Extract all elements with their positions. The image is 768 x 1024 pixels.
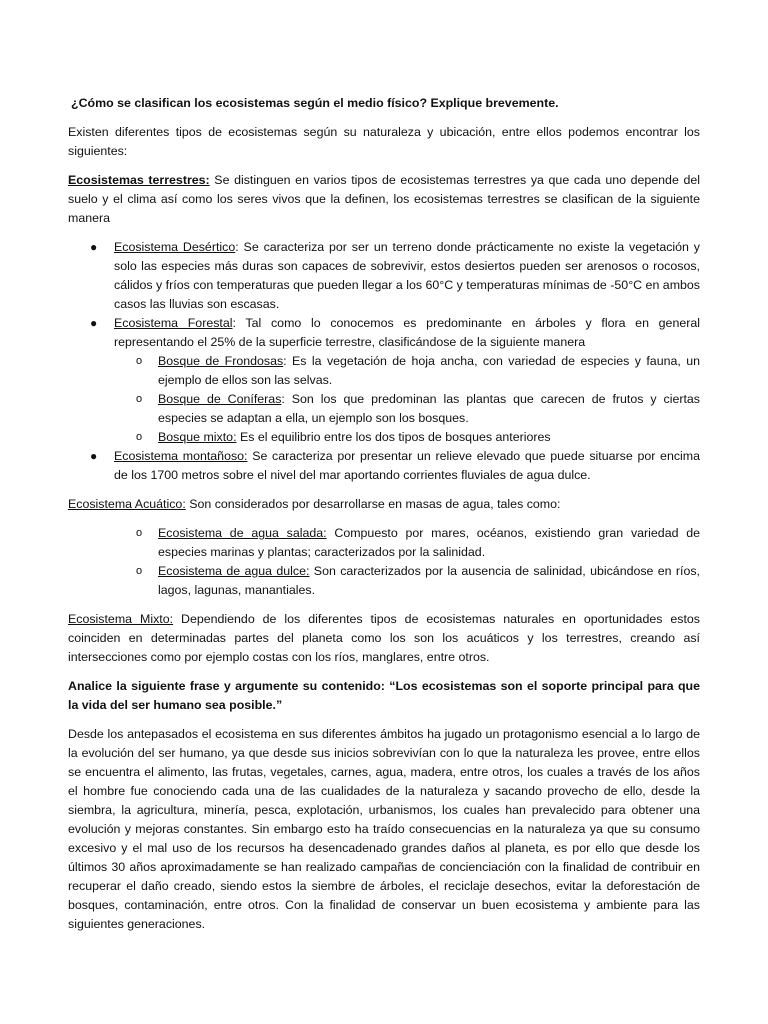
subitem-label: Bosque de Frondosas: [158, 354, 284, 368]
subitem-label: Bosque mixto:: [158, 430, 237, 444]
item-label: Ecosistema de agua dulce:: [158, 564, 310, 578]
acuatico-list: [68, 524, 700, 600]
circle-bullet-icon: o: [136, 431, 143, 443]
intro-paragraph: Existen diferentes tipos de ecosistemas según su naturaleza y ubicación, entre ellos podemos encontrar los siguientes:: [68, 125, 700, 158]
subitem-text: : Son los que predominan las plantas que carecen de frutos y ciertas especies se adaptan a ella, un ejemplo son los bosques.: [158, 392, 700, 425]
bullet-icon: ●: [90, 316, 98, 330]
bullet-icon: ●: [90, 240, 98, 254]
sublist-item-coniferas: [68, 390, 700, 428]
item-text: : Tal como lo conocemos es predominante en árboles y flora en general representando el 25% de la superficie terrestre, clasificándose de la siguiente manera: [114, 316, 700, 349]
circle-bullet-icon: o: [136, 393, 143, 405]
acuatico-title: Ecosistema Acuático:: [68, 497, 186, 511]
list-item-desertico: [68, 238, 700, 314]
list-item-agua-dulce: [68, 562, 700, 600]
list-item-montanoso: [68, 447, 700, 485]
circle-bullet-icon: o: [136, 565, 143, 577]
circle-bullet-icon: o: [136, 355, 143, 367]
question-1: ¿Cómo se clasifican los ecosistemas según el medio físico? Explique brevemente.: [71, 96, 559, 110]
terrestres-paragraph: [68, 171, 700, 228]
item-label: Ecosistema Forestal: [114, 316, 233, 330]
bullet-icon: ●: [90, 449, 98, 463]
mixto-text: Dependiendo de los diferentes tipos de ecosistemas naturales en oportunidades estos coinciden en determinadas partes del planeta como los son los acuáticos y los terrestres, creando así intersecciones como por ejemplo costas con los ríos, manglares, entre otros.: [68, 612, 700, 664]
item-label: Ecosistema Desértico: [114, 240, 236, 254]
item-label: Ecosistema de agua salada:: [158, 526, 327, 540]
item-text: Son caracterizados por la ausencia de salinidad, ubicándose en ríos, lagos, lagunas, manantiales.: [158, 564, 701, 597]
sublist-item-mixto: [68, 428, 700, 447]
subitem-label: Bosque de Coníferas: [158, 392, 282, 406]
subitem-text: : Es la vegetación de hoja ancha, con variedad de especies y fauna, un ejemplo de ellos son las selvas.: [158, 354, 700, 387]
forestal-sublist: [114, 352, 700, 447]
list-item-agua-salada: [68, 524, 700, 562]
mixto-title: Ecosistema Mixto:: [68, 612, 174, 626]
subitem-text: Es el equilibrio entre los dos tipos de bosques anteriores: [236, 430, 551, 444]
question-2: Analice la siguiente frase y argumente su contenido: “Los ecosistemas son el soporte principal para que la vida del ser humano sea posible.”: [68, 679, 700, 712]
terrestres-title: Ecosistemas terrestres:: [68, 173, 210, 187]
sublist-item-frondosas: [68, 352, 700, 390]
item-text: Se caracteriza por presentar un relieve elevado que puede situarse por encima de los 1700 metros sobre el nivel del mar aportando corrientes fluviales de agua dulce.: [114, 449, 700, 482]
mixto-paragraph: [68, 610, 700, 667]
list-item-forestal: [68, 314, 700, 447]
acuatico-text: Son considerados por desarrollarse en masas de agua, tales como:: [185, 497, 561, 511]
item-label: Ecosistema montañoso:: [114, 449, 248, 463]
terrestres-text: Se distinguen en varios tipos de ecosistemas terrestres ya que cada uno depende del suelo y el clima así como los seres vivos que la definen, los ecosistemas terrestres se clasifican de la siguiente manera: [68, 173, 700, 225]
acuatico-paragraph: [68, 495, 700, 514]
item-text: Compuesto por mares, océanos, existiendo gran variedad de especies marinas y plantas; caracterizados por la salinidad.: [158, 526, 701, 559]
terrestres-list: [68, 238, 700, 485]
item-text: : Se caracteriza por ser un terreno donde prácticamente no existe la vegetación y solo las especies más duras son capaces de sobrevivir, estos desiertos pueden ser arenosos o rocosos, cálidos y fríos con temperaturas que pueden llegar a los 60°C y temperaturas mínimas de -50°C en ambos casos las lluvias son escasas.: [114, 240, 701, 311]
answer-paragraph: Desde los antepasados el ecosistema en sus diferentes ámbitos ha jugado un protagonismo esencial a lo largo de la evolución del ser humano, ya que desde sus inicios sobrevivían con lo que la naturaleza les provee, entre ellos se encuentra el alimento, las frutas, vegetales, carnes, agua, madera, entre otros, los cuales a través de los años el hombre fue conociendo cada una de las cualidades de la naturaleza y sacando provecho de ello, desde la siembra, la agricultura, minería, pesca, explotación, urbanismos, los cuales han prevalecido para obtener una evolución y mejoras constantes. Sin embargo esto ha traído consecuencias en la naturaleza ya que su consumo excesivo y el mal uso de los recursos ha desencadenado grandes daños al planeta, es por ello que desde los últimos 30 años aproximadamente se han realizado campañas de concienciación con la finalidad de contribuir en recuperar el daño creado, siendo estos la siembre de árboles, el reciclaje desechos, evitar la deforestación de bosques, contaminación, entre otros. Con la finalidad de conservar un buen ecosistema y ambiente para las siguientes generaciones.: [68, 727, 700, 931]
circle-bullet-icon: o: [136, 527, 143, 539]
